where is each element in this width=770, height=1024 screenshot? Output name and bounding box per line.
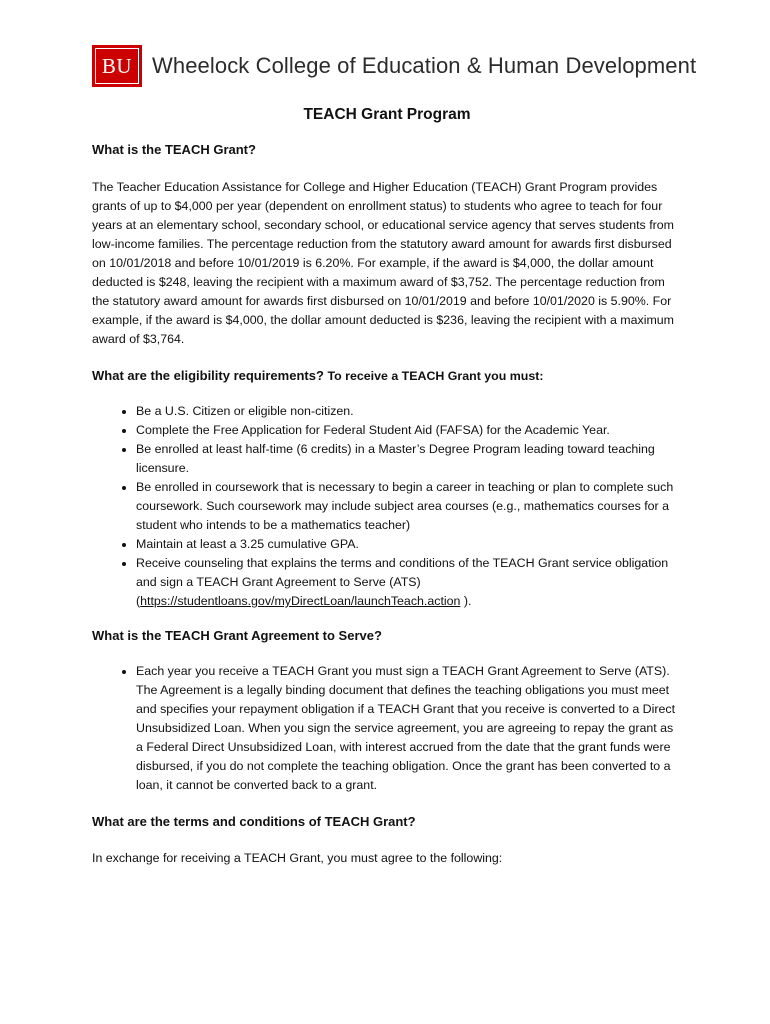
page-title: TEACH Grant Program bbox=[303, 106, 471, 123]
eligibility-heading bbox=[92, 368, 682, 383]
list-item: • Be enrolled at least half-time (6 credits) in a Master’s Degree Program leading toward teaching licensure. bbox=[136, 440, 682, 478]
terms-paragraph: In exchange for receiving a TEACH Grant, you must agree to the following: bbox=[92, 851, 503, 865]
counseling-tail: ). bbox=[460, 594, 472, 608]
list-item: • Be enrolled in coursework that is necessary to begin a career in teaching or plan to complete such coursework. Such coursework may include subject area courses (e.g., mathematics courses for a student who intends to be a mathematics teacher) bbox=[136, 478, 682, 535]
what-is-paragraph: The Teacher Education Assistance for College and Higher Education (TEACH) Grant Program provides grants of up to $4,000 per year (dependent on enrollment status) to students who agree to teach for four years at an elementary school, secondary school, or educational service agency that serves students from low-income families. The percentage reduction from the statutory award amount for awards first disbursed on 10/01/2018 and before 10/01/2019 is 6.20%. For example, if the award is $4,000, the dollar amount deducted is $248, leaving the recipient with a maximum award of $3,752. The percentage reduction from the statutory award amount for awards first disbursed on 10/01/2019 and before 10/01/2020 is 5.90%. For example, if the award is $4,000, the dollar amount deducted is $236, leaving the recipient with a maximum award of $3,764. bbox=[92, 180, 674, 346]
bu-logo-text: BU bbox=[101, 53, 133, 78]
list-item: • Be a U.S. Citizen or eligible non-citizen. bbox=[136, 402, 682, 421]
eligibility-list bbox=[92, 402, 682, 611]
list-item: • Complete the Free Application for Federal Student Aid (FAFSA) for the Academic Year. bbox=[136, 421, 682, 440]
college-name: Wheelock College of Education & Human Development bbox=[152, 53, 697, 78]
eligibility-subheading: To receive a TEACH Grant you must: bbox=[327, 369, 544, 383]
terms-heading: What are the terms and conditions of TEACH Grant? bbox=[92, 814, 416, 829]
list-item: • Each year you receive a TEACH Grant you must sign a TEACH Grant Agreement to Serve (ATS). The Agreement is a legally binding document that defines the teaching obligations you must meet and specifies your repayment obligation if a TEACH Grant that you receive is converted to a Direct Unsubsidized Loan. When you sign the service agreement, you are agreeing to repay the grant as a Federal Direct Unsubsidized Loan, with interest accrued from the date that the grant funds were disbursed, if you do not complete the teaching obligation. Once the grant has been converted to a loan, it cannot be converted back to a grant. bbox=[136, 662, 682, 795]
eligibility-heading-text: What are the eligibility requirements? bbox=[92, 368, 324, 383]
bu-logo bbox=[92, 45, 142, 87]
list-item bbox=[136, 554, 682, 611]
teach-ats-link[interactable]: https://studentloans.gov/myDirectLoan/launchTeach.action bbox=[140, 594, 461, 608]
what-is-heading: What is the TEACH Grant? bbox=[92, 142, 256, 157]
list-item: • Maintain at least a 3.25 cumulative GPA. bbox=[136, 535, 682, 554]
ats-list bbox=[92, 662, 682, 795]
document-body bbox=[92, 106, 682, 868]
ats-heading: What is the TEACH Grant Agreement to Serve? bbox=[92, 628, 382, 643]
page-header bbox=[92, 46, 696, 86]
counseling-text: Receive counseling that explains the terms and conditions of the TEACH Grant service obligation and sign a TEACH Grant Agreement to Serve (ATS) ( bbox=[136, 556, 669, 608]
